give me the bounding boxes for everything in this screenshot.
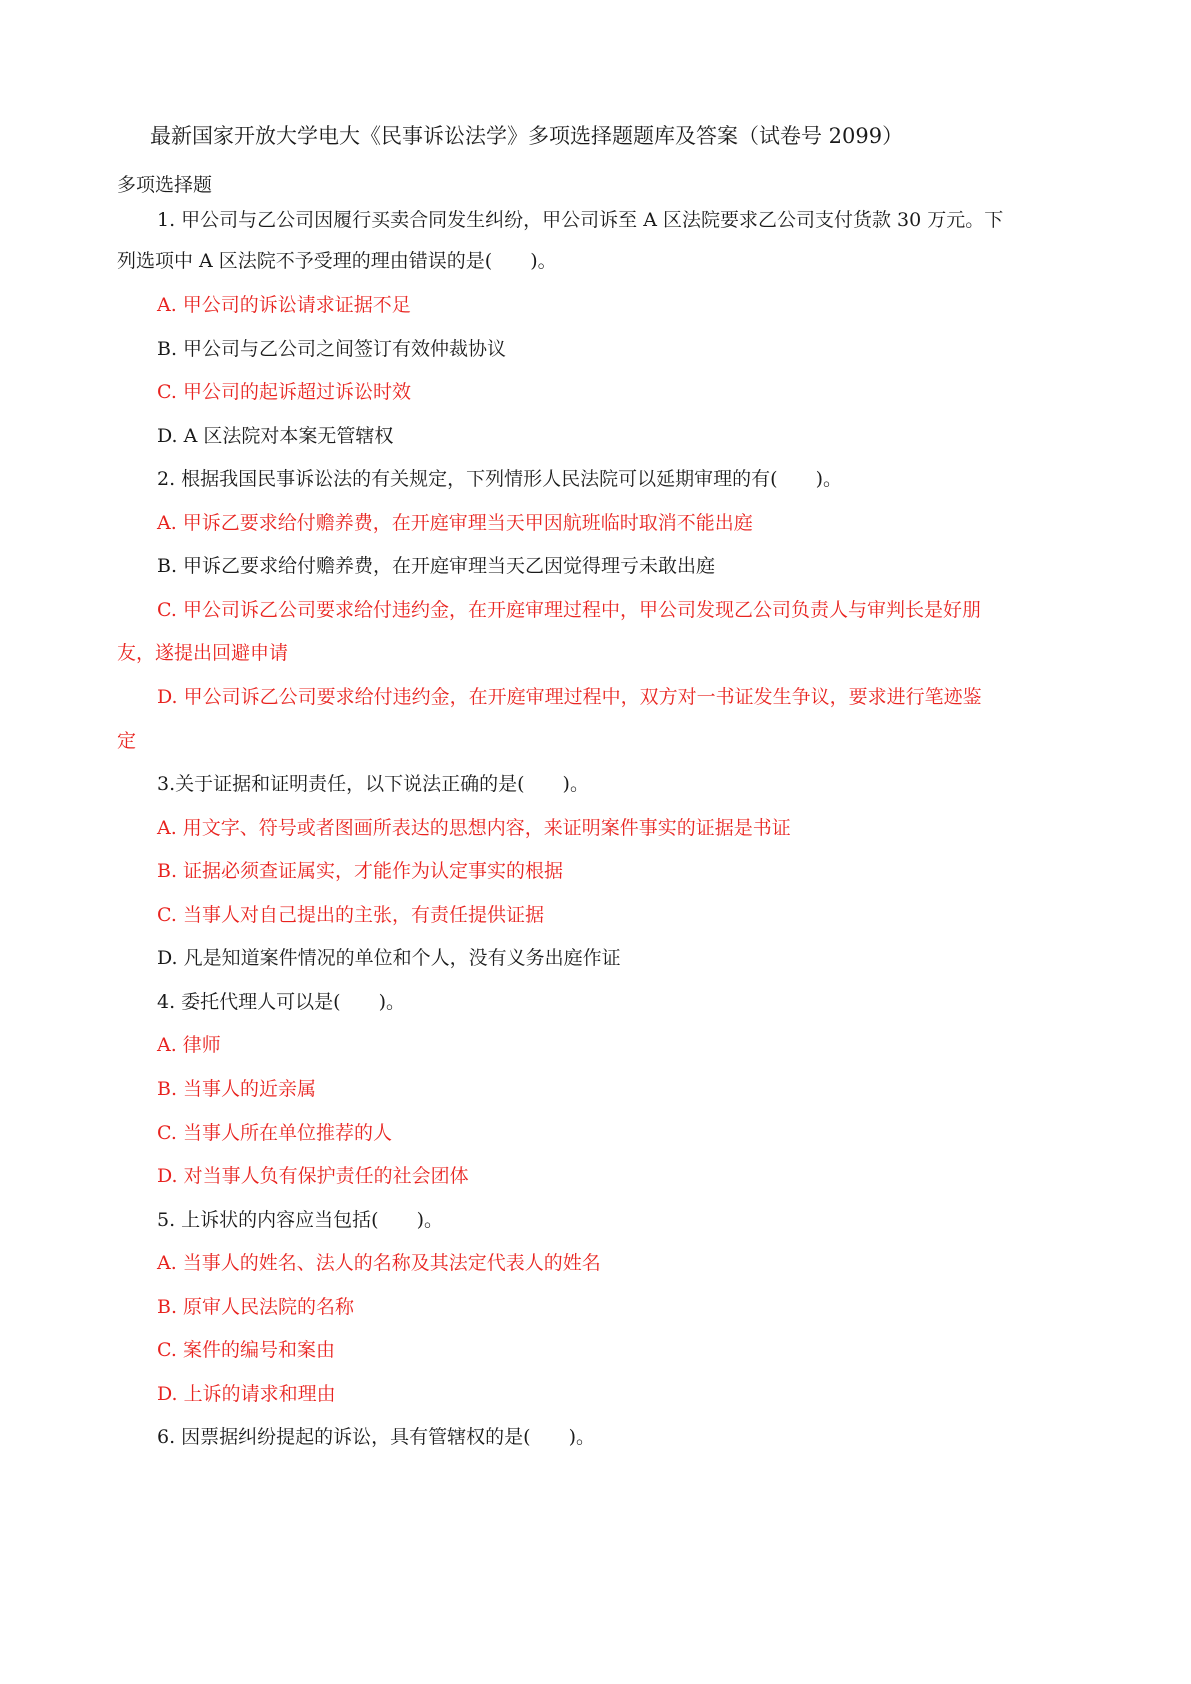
question-1-option-d: D. A 区法院对本案无管辖权 (157, 425, 394, 447)
question-4-text: 4. 委托代理人可以是( )。 (157, 991, 405, 1013)
question-2-option-b: B. 甲诉乙要求给付赡养费，在开庭审理当天乙因觉得理亏未敢出庭 (157, 555, 716, 577)
question-2-text: 2. 根据我国民事诉讼法的有关规定，下列情形人民法院可以延期审理的有( )。 (157, 468, 842, 490)
question-2-option-c: C. 甲公司诉乙公司要求给付违约金，在开庭审理过程中，甲公司发现乙公司负责人与审判长是好朋 (157, 599, 981, 621)
question-1-option-a: A. 甲公司的诉讼请求证据不足 (157, 294, 411, 316)
question-3-option-a: A. 用文字、符号或者图画所表达的思想内容，来证明案件事实的证据是书证 (157, 817, 791, 839)
question-5-option-b: B. 原审人民法院的名称 (157, 1296, 355, 1318)
question-3-option-b: B. 证据必须查证属实，才能作为认定事实的根据 (157, 860, 564, 882)
section-heading: 多项选择题 (117, 174, 213, 196)
question-5-option-a: A. 当事人的姓名、法人的名称及其法定代表人的姓名 (157, 1252, 601, 1274)
question-5-option-d: D. 上诉的请求和理由 (157, 1383, 336, 1405)
question-5-text: 5. 上诉状的内容应当包括( )。 (157, 1209, 443, 1231)
question-1-option-b: B. 甲公司与乙公司之间签订有效仲裁协议 (157, 338, 507, 360)
question-3-option-c: C. 当事人对自己提出的主张，有责任提供证据 (157, 904, 544, 926)
question-4-option-c: C. 当事人所在单位推荐的人 (157, 1122, 392, 1144)
question-4-option-a: A. 律师 (157, 1034, 221, 1056)
question-1-text: 1. 甲公司与乙公司因履行买卖合同发生纠纷，甲公司诉至 A 区法院要求乙公司支付货款 30 万元。下 (157, 209, 1004, 231)
question-6-text: 6. 因票据纠纷提起的诉讼，具有管辖权的是( )。 (157, 1426, 595, 1448)
question-2-option-a: A. 甲诉乙要求给付赡养费，在开庭审理当天甲因航班临时取消不能出庭 (157, 512, 753, 534)
question-3-text: 3.关于证据和证明责任，以下说法正确的是( )。 (157, 773, 589, 795)
question-2-option-c-cont: 友，遂提出回避申请 (117, 642, 289, 664)
question-1-text-cont: 列选项中 A 区法院不予受理的理由错误的是( )。 (117, 250, 557, 272)
question-1-option-c: C. 甲公司的起诉超过诉讼时效 (157, 381, 411, 403)
document-title: 最新国家开放大学电大《民事诉讼法学》多项选择题题库及答案（试卷号 2099） (150, 124, 904, 148)
question-4-option-d: D. 对当事人负有保护责任的社会团体 (157, 1165, 469, 1187)
question-2-option-d-cont: 定 (117, 730, 137, 752)
question-2-option-d: D. 甲公司诉乙公司要求给付违约金，在开庭审理过程中，双方对一书证发生争议，要求进行笔迹鉴 (157, 686, 982, 708)
question-5-option-c: C. 案件的编号和案由 (157, 1339, 335, 1361)
question-3-option-d: D. 凡是知道案件情况的单位和个人，没有义务出庭作证 (157, 947, 621, 969)
question-4-option-b: B. 当事人的近亲属 (157, 1078, 317, 1100)
